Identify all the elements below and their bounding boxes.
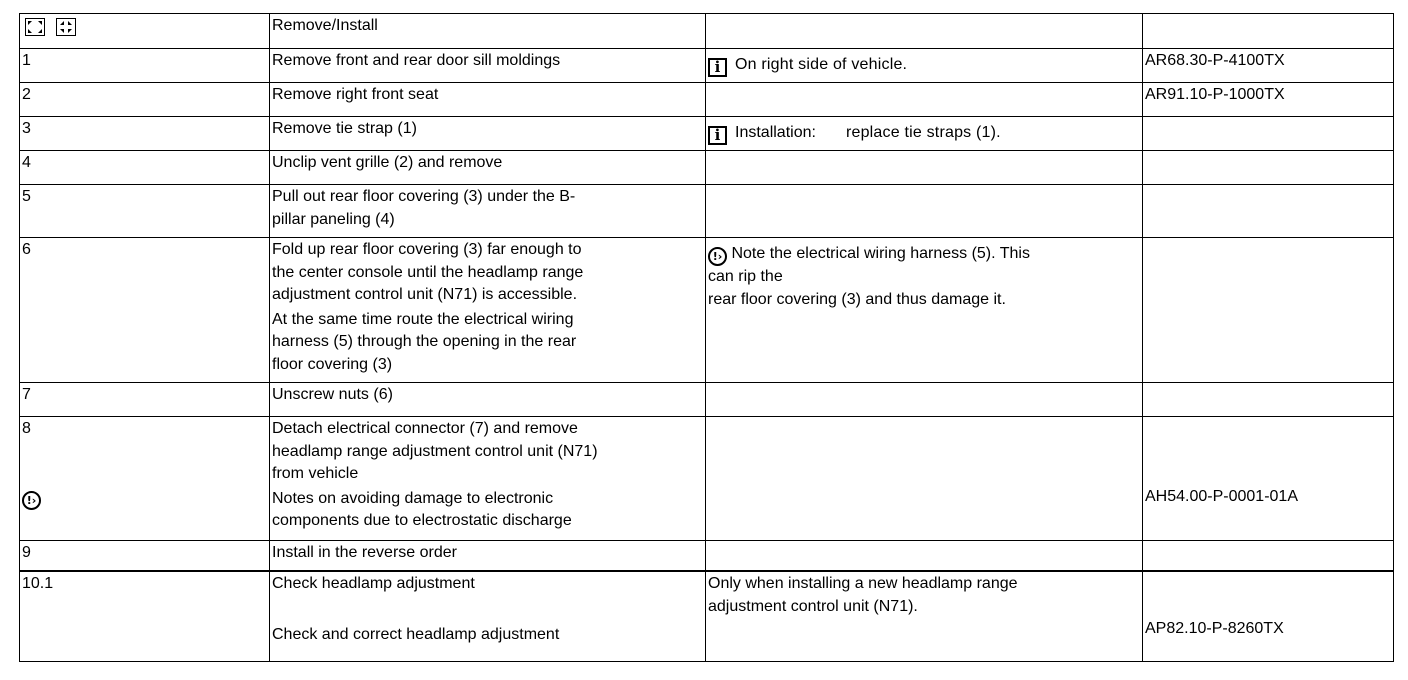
step-note <box>706 238 1143 383</box>
table-header-row <box>20 14 1394 49</box>
step-number-text: 8 <box>22 420 31 437</box>
step-action: Remove tie strap (1) <box>270 117 706 151</box>
header-ref-cell <box>1143 14 1394 49</box>
header-title: Remove/Install <box>270 14 706 49</box>
step-number <box>20 417 270 541</box>
action-line: Detach electrical connector (7) and remove <box>272 420 578 437</box>
step-note <box>706 541 1143 572</box>
note-text: replace tie straps (1). <box>845 124 1001 141</box>
action-line: Check headlamp adjustment <box>272 575 475 592</box>
step-number: 5 <box>20 185 270 238</box>
note-line: can rip the <box>708 268 783 285</box>
table-row <box>20 117 1394 151</box>
step-action <box>270 571 706 662</box>
step-note <box>706 151 1143 185</box>
step-reference-link[interactable]: AH54.00-P-0001-01A <box>1145 488 1298 505</box>
step-number: 1 <box>20 49 270 83</box>
table-row <box>20 49 1394 83</box>
step-action <box>270 238 706 383</box>
table-row <box>20 83 1394 117</box>
action-line: Check and correct headlamp adjustment <box>272 625 560 643</box>
table-row <box>20 383 1394 417</box>
action-line: headlamp range adjustment control unit (N71) <box>272 442 598 460</box>
note-text: On right side of vehicle. <box>735 56 908 73</box>
step-number: 3 <box>20 117 270 151</box>
info-icon: i <box>708 58 727 77</box>
action-line: the center console until the headlamp range <box>272 263 584 281</box>
action-line: floor covering (3) <box>272 355 393 373</box>
action-line: from vehicle <box>272 465 359 482</box>
step-number: 10.1 <box>20 571 270 662</box>
table-row <box>20 185 1394 238</box>
table-row <box>20 541 1394 572</box>
step-reference <box>1143 238 1394 383</box>
action-line: Fold up rear floor covering (3) far enough to <box>272 241 582 258</box>
header-icons-cell <box>20 14 270 49</box>
note-line: adjustment control unit (N71). <box>708 597 918 615</box>
action-line: adjustment control unit (N71) is accessible. <box>272 286 578 303</box>
action-line: harness (5) through the opening in the rear <box>272 333 577 350</box>
step-reference <box>1143 185 1394 238</box>
step-reference <box>1143 417 1394 541</box>
step-number: 4 <box>20 151 270 185</box>
step-reference <box>1143 117 1394 151</box>
procedure-table <box>19 13 1394 662</box>
step-note <box>706 117 1143 151</box>
step-action: Unscrew nuts (6) <box>270 383 706 417</box>
step-action <box>270 417 706 541</box>
action-line[interactable]: components due to electrostatic discharge <box>272 512 572 529</box>
note-line: Only when installing a new headlamp range <box>708 575 1018 592</box>
table-row <box>20 571 1394 662</box>
step-note <box>706 185 1143 238</box>
step-note <box>706 417 1143 541</box>
step-action: Install in the reverse order <box>270 541 706 572</box>
step-note <box>706 49 1143 83</box>
header-note-cell <box>706 14 1143 49</box>
collapse-all-icon[interactable] <box>56 18 76 36</box>
step-action <box>270 185 706 238</box>
warning-icon: !› <box>22 491 41 510</box>
action-line: pillar paneling (4) <box>272 210 395 228</box>
step-reference <box>1143 151 1394 185</box>
action-line: At the same time route the electrical wiring <box>272 310 574 328</box>
step-number: 7 <box>20 383 270 417</box>
table-row <box>20 238 1394 383</box>
step-action: Remove right front seat <box>270 83 706 117</box>
step-action: Remove front and rear door sill moldings <box>270 49 706 83</box>
step-number: 6 <box>20 238 270 383</box>
step-action: Unclip vent grille (2) and remove <box>270 151 706 185</box>
warning-icon: !› <box>708 247 727 266</box>
action-line: Pull out rear floor covering (3) under the B- <box>272 188 576 205</box>
action-line[interactable]: Notes on avoiding damage to electronic <box>272 489 554 507</box>
note-label: Installation: <box>735 124 816 141</box>
table-row <box>20 417 1394 541</box>
table-row <box>20 151 1394 185</box>
note-line: Note the electrical wiring harness (5). This <box>731 245 1030 262</box>
step-number: 2 <box>20 83 270 117</box>
step-reference-link[interactable]: AR68.30-P-4100TX <box>1143 49 1394 83</box>
step-reference <box>1143 383 1394 417</box>
step-reference <box>1143 571 1394 662</box>
expand-all-icon[interactable] <box>25 18 45 36</box>
note-line: rear floor covering (3) and thus damage it. <box>708 290 1006 308</box>
step-note <box>706 571 1143 662</box>
info-icon: i <box>708 126 727 145</box>
step-number: 9 <box>20 541 270 572</box>
step-note <box>706 83 1143 117</box>
step-reference-link[interactable]: AR91.10-P-1000TX <box>1143 83 1394 117</box>
step-reference-link[interactable]: AP82.10-P-8260TX <box>1145 620 1284 637</box>
step-reference <box>1143 541 1394 572</box>
step-note <box>706 383 1143 417</box>
